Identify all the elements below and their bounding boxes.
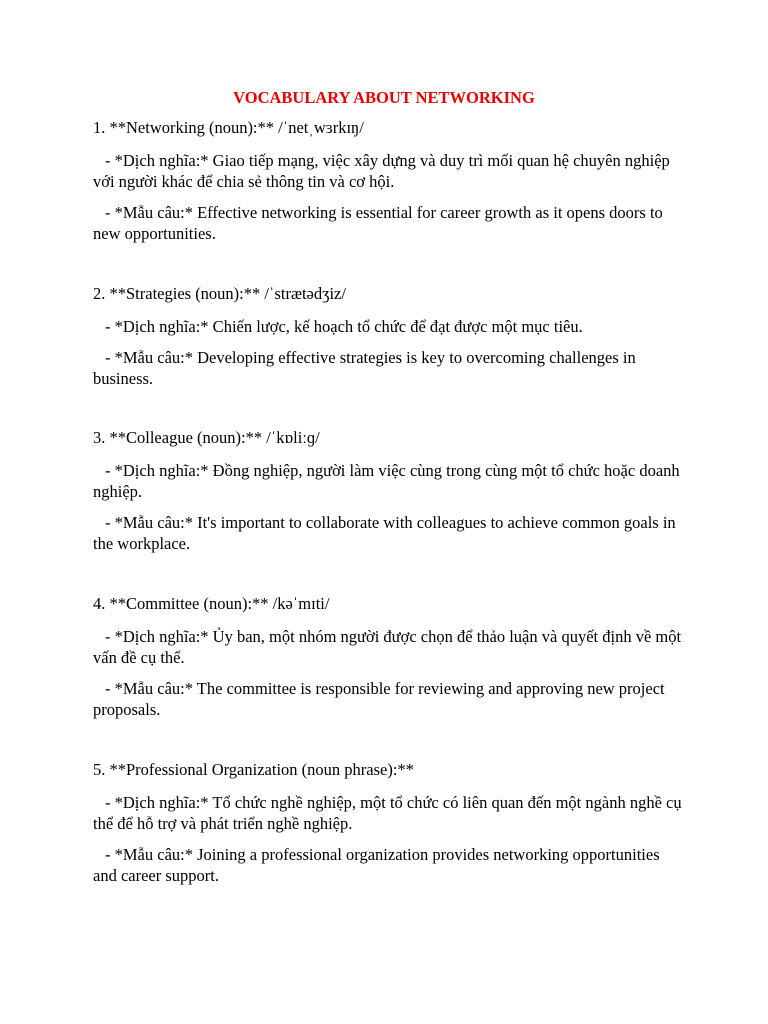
entry-meaning: - *Dịch nghĩa:* Giao tiếp mạng, việc xây dựng và duy trì mối quan hệ chuyên nghiệp với người khác để chia sẻ thông tin và cơ hội. — [93, 151, 670, 191]
vocab-entry-networking — [93, 118, 683, 244]
entry-heading: 2. **Strategies (noun):** /ˈstrætədʒiz/ — [93, 284, 346, 303]
vocab-entry-professional-organization — [93, 760, 683, 886]
entry-meaning: - *Dịch nghĩa:* Chiến lược, kế hoạch tổ chức để đạt được một mục tiêu. — [105, 317, 583, 336]
vocab-entry-committee — [93, 594, 683, 720]
vocab-entry-colleague — [93, 428, 683, 554]
entry-example: - *Mẫu câu:* Effective networking is essential for career growth as it opens doors to new opportunities. — [93, 203, 663, 243]
vocab-entry-strategies — [93, 284, 683, 389]
entry-heading: 1. **Networking (noun):** /ˈnetˌwɜrkɪŋ/ — [93, 118, 364, 137]
entry-heading: 3. **Colleague (noun):** /ˈkɒliːɡ/ — [93, 428, 320, 447]
entry-example: - *Mẫu câu:* Joining a professional organization provides networking opportunities and career support. — [93, 845, 660, 885]
entry-meaning: - *Dịch nghĩa:* Đồng nghiệp, người làm việc cùng trong cùng một tổ chức hoặc doanh nghiệp. — [93, 461, 680, 501]
entry-example: - *Mẫu câu:* Developing effective strategies is key to overcoming challenges in business. — [93, 348, 636, 388]
document-title: VOCABULARY ABOUT NETWORKING — [233, 88, 535, 107]
entry-meaning: - *Dịch nghĩa:* Ủy ban, một nhóm người được chọn để thảo luận và quyết định về một vấn đề cụ thể. — [93, 627, 682, 667]
entry-heading: 5. **Professional Organization (noun phrase):** — [93, 760, 414, 779]
entry-example: - *Mẫu câu:* It's important to collaborate with colleagues to achieve common goals in the workplace. — [93, 513, 676, 553]
entry-meaning: - *Dịch nghĩa:* Tổ chức nghề nghiệp, một tổ chức có liên quan đến một ngành nghề cụ thể để hỗ trợ và phát triển nghề nghiệp. — [93, 793, 682, 833]
entry-example: - *Mẫu câu:* The committee is responsible for reviewing and approving new project proposals. — [93, 679, 665, 719]
entry-heading: 4. **Committee (noun):** /kəˈmɪti/ — [93, 594, 330, 613]
